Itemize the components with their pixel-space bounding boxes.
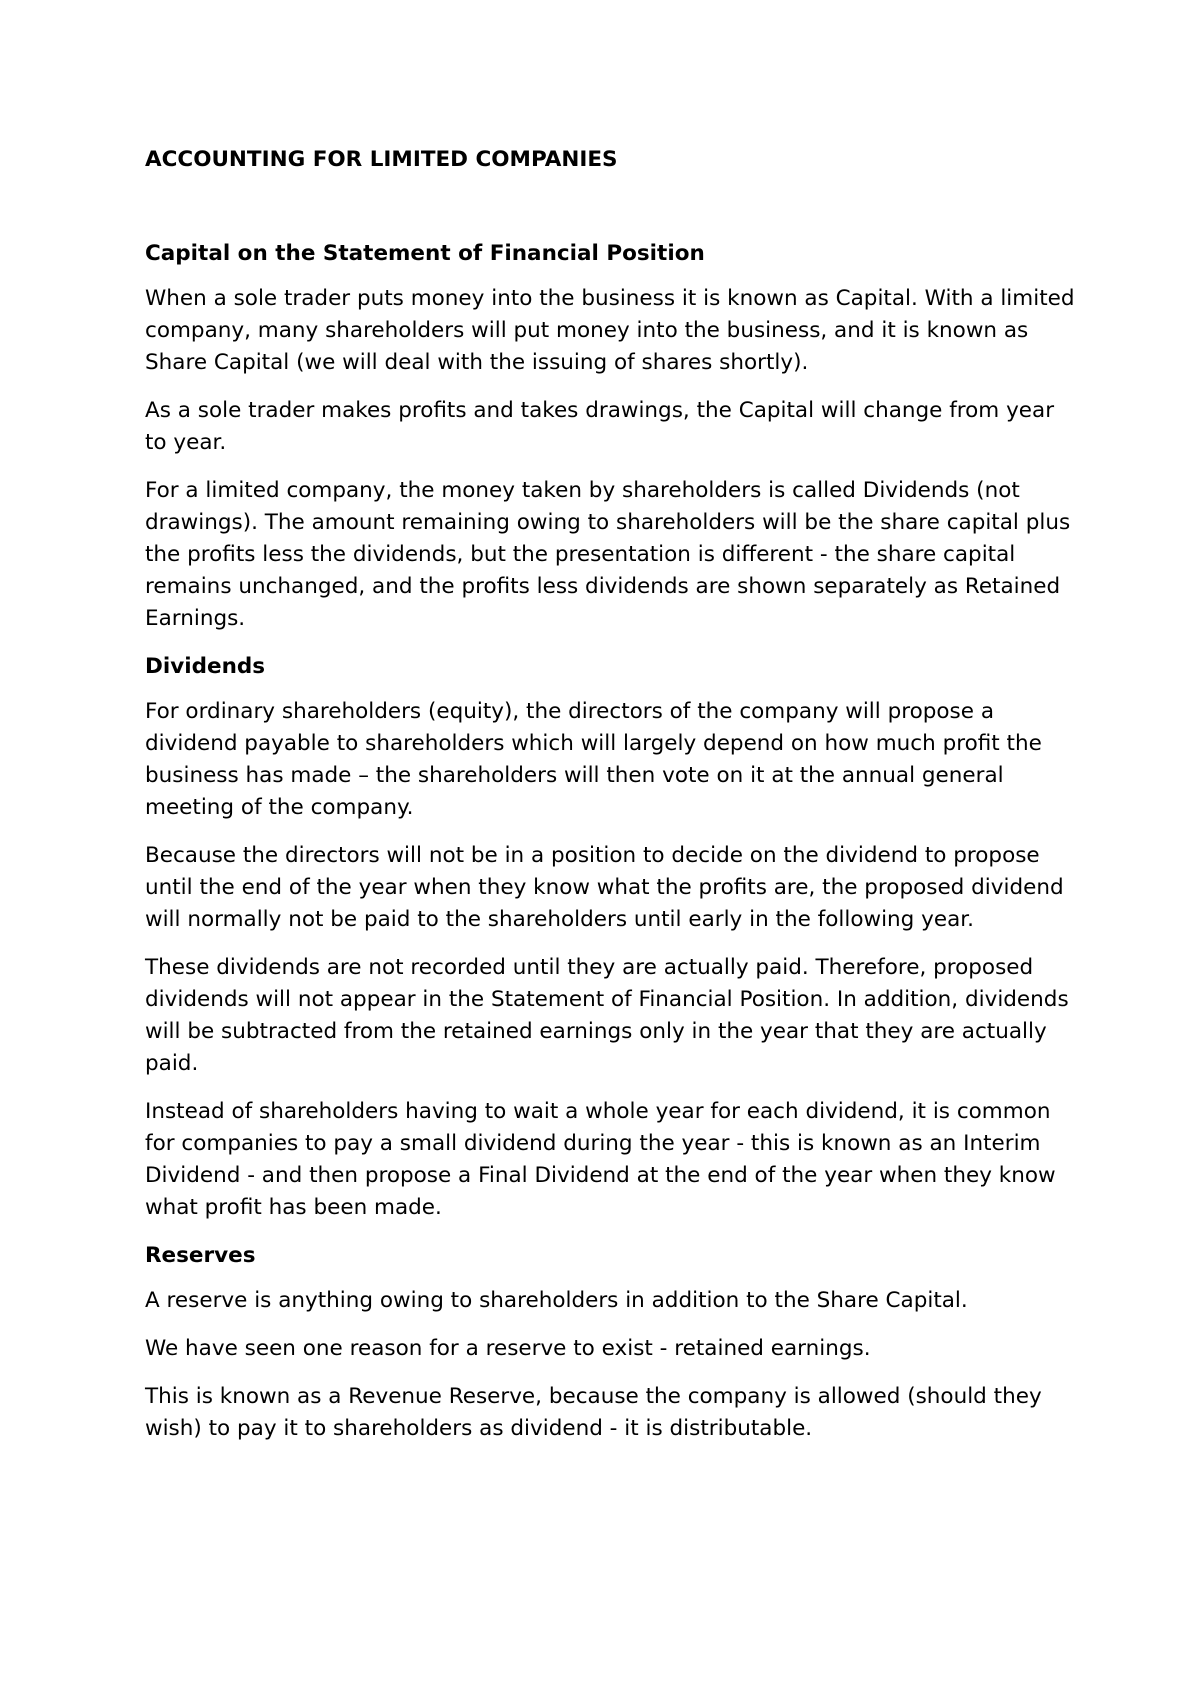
document-title: ACCOUNTING FOR LIMITED COMPANIES	[145, 147, 618, 172]
paragraph: As a sole trader makes profits and takes drawings, the Capital will change from year to year.	[145, 398, 1055, 455]
paragraph: For ordinary shareholders (equity), the directors of the company will propose a dividend payable to shareholders which will largely depend on how much profit the business has made – the shareholders will then vote on it at the annual general meeting of the company.	[145, 699, 1042, 820]
section-reserves	[145, 1240, 1075, 1445]
paragraph: This is known as a Revenue Reserve, because the company is allowed (should they wish) to pay it to shareholders as dividend - it is distributable.	[145, 1384, 1042, 1441]
paragraph: These dividends are not recorded until they are actually paid. Therefore, proposed dividends will not appear in the Statement of Financial Position. In addition, dividends will be subtracted from the retained earnings only in the year that they are actually paid.	[145, 955, 1069, 1076]
section-heading-reserves: Reserves	[145, 1243, 256, 1268]
paragraph: Instead of shareholders having to wait a whole year for each dividend, it is common for companies to pay a small dividend during the year - this is known as an Interim Dividend - and then propose a Final Dividend at the end of the year when they know what profit has been made.	[145, 1099, 1056, 1220]
document-page	[145, 144, 1075, 1461]
section-dividends	[145, 651, 1075, 1224]
section-capital	[145, 238, 1075, 635]
paragraph: When a sole trader puts money into the business it is known as Capital. With a limited company, many shareholders will put money into the business, and it is known as Share Capital (we will deal with the issuing of shares shortly).	[145, 286, 1075, 375]
section-heading-capital: Capital on the Statement of Financial Position	[145, 241, 705, 266]
paragraph: We have seen one reason for a reserve to exist - retained earnings.	[145, 1336, 871, 1361]
paragraph: A reserve is anything owing to shareholders in addition to the Share Capital.	[145, 1288, 968, 1313]
paragraph: Because the directors will not be in a position to decide on the dividend to propose until the end of the year when they know what the profits are, the proposed dividend will normally not be paid to the shareholders until early in the following year.	[145, 843, 1064, 932]
paragraph: For a limited company, the money taken by shareholders is called Dividends (not drawings). The amount remaining owing to shareholders will be the share capital plus the profits less the dividends, but the presentation is different - the share capital remains unchanged, and the profits less dividends are shown separately as Retained Earnings.	[145, 478, 1071, 631]
section-heading-dividends: Dividends	[145, 654, 266, 679]
